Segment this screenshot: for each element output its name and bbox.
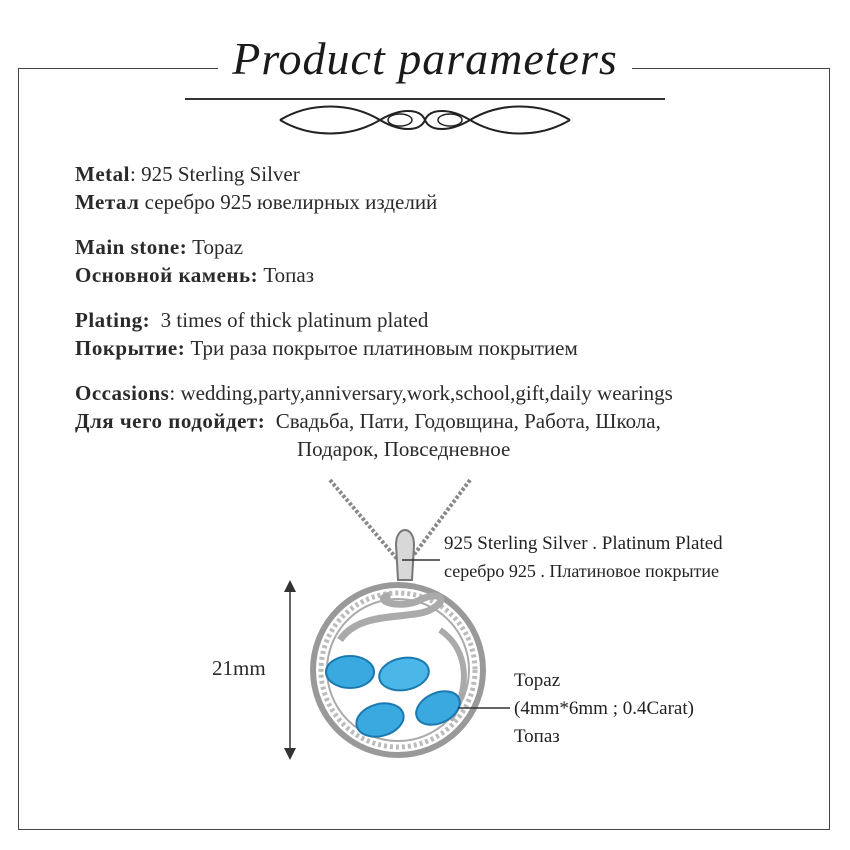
spec-label: Main stone: bbox=[75, 235, 188, 259]
spec-value: серебро 925 ювелирных изделий bbox=[144, 190, 438, 214]
spec-value: Три раза покрытое платиновым покрытием bbox=[190, 336, 578, 360]
spec-label: Plating: bbox=[75, 308, 151, 332]
spec-label: Покрытие: bbox=[75, 336, 186, 360]
spec-label: Метал bbox=[75, 190, 140, 214]
spec-label: Для чего подойдет: bbox=[75, 409, 266, 433]
stone-callout-ru: Топаз bbox=[514, 726, 560, 747]
swirl-top bbox=[340, 595, 441, 640]
dimension-arrow-down bbox=[284, 748, 296, 760]
metal-callout-ru: серебро 925 . Платиновое покрытие bbox=[444, 561, 720, 581]
spec-value: 925 Sterling Silver bbox=[141, 162, 300, 186]
spec-label: Metal bbox=[75, 162, 130, 186]
stone-callout-en: Topaz bbox=[514, 670, 561, 691]
topaz-stone-4 bbox=[411, 685, 465, 732]
dimension-label: 21mm bbox=[212, 656, 266, 680]
topaz-stone-1 bbox=[326, 656, 374, 688]
page-title: Product parameters bbox=[232, 33, 618, 84]
dimension-arrow-up bbox=[284, 580, 296, 592]
chain-left bbox=[330, 480, 398, 560]
topaz-stone-3 bbox=[353, 698, 408, 741]
spec-value: 3 times of thick platinum plated bbox=[160, 308, 429, 332]
spec-label: Основной камень: bbox=[75, 263, 259, 287]
spec-value: Topaz bbox=[192, 235, 244, 259]
spec-metal: Metal: 925 Sterling Silver Метал серебро 925 ювелирных изделий bbox=[75, 162, 438, 214]
spec-label: Occasions bbox=[75, 381, 170, 405]
spec-value: Топаз bbox=[263, 263, 314, 287]
spec-value: wedding,party,anniversary,work,school,gift,daily wearings bbox=[180, 381, 673, 405]
spec-occasions: Occasions: wedding,party,anniversary,work,school,gift,daily wearings Для чего подойдет: Свадьба, Пати, Годовщина, Работа, Школа, Подарок, Повседневное bbox=[75, 381, 673, 461]
topaz-stone-2 bbox=[377, 654, 432, 694]
stone-callout-size: (4mm*6mm ; 0.4Carat) bbox=[514, 698, 694, 719]
metal-callout-en: 925 Sterling Silver . Platinum Plated bbox=[444, 533, 723, 554]
bail bbox=[396, 530, 414, 580]
spec-value: Свадьба, Пати, Годовщина, Работа, Школа, bbox=[275, 409, 661, 433]
spec-value-cont: Подарок, Повседневное bbox=[297, 437, 511, 461]
